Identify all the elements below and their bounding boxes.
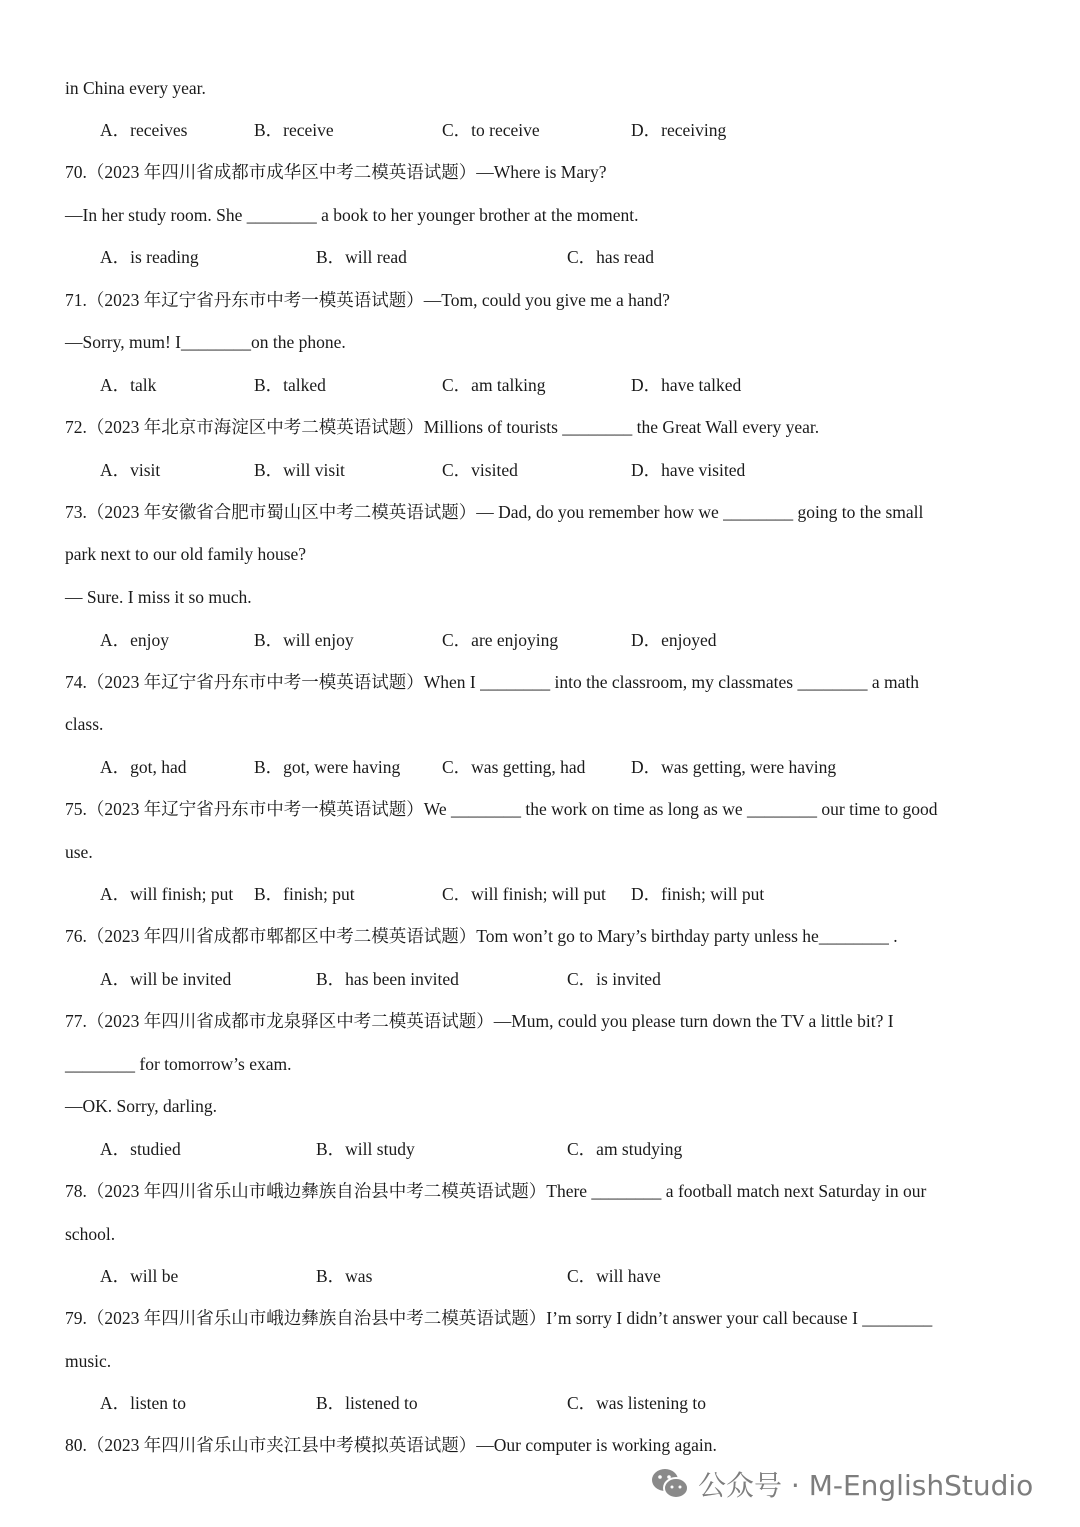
options-q73 [0,628,1080,652]
option-q70-b: B．will read [316,247,407,267]
text-line-13: use. [65,842,93,862]
options-q79 [0,1391,1080,1415]
option-q73-c: C．are enjoying [442,630,559,650]
wechat-icon [650,1466,690,1502]
option-q71-a: A．talk [100,375,157,395]
options-q71 [0,373,1080,397]
options-q70 [0,245,1080,269]
text-line-7: 73.（2023 年安徽省合肥市蜀山区中考二模英语试题）— Dad, do you remember how we ________ going to the small [65,502,924,522]
option-q69-a: A．receives [100,120,188,140]
option-q73-d: D．enjoyed [631,630,717,650]
option-q79-c: C．was listening to [567,1393,707,1413]
option-q79-a: A．listen to [100,1393,187,1413]
text-line-9: — Sure. I miss it so much. [65,587,252,607]
option-q74-c: C．was getting, had [442,757,586,777]
option-q69-d: D．receiving [631,120,727,140]
text-line-4: 71.（2023 年辽宁省丹东市中考一模英语试题）—Tom, could you give me a hand? [65,290,670,310]
text-line-3: —In her study room. She ________ a book to her younger brother at the moment. [65,205,639,225]
text-line-14: 76.（2023 年四川省成都市郫都区中考二模英语试题）Tom won’t go to Mary’s birthday party unless he________ . [65,926,898,946]
text-line-22: 80.（2023 年四川省乐山市夹江县中考模拟英语试题）—Our computer is working again. [65,1435,717,1455]
option-q72-b: B．will visit [254,460,345,480]
option-q75-c: C．will finish; will put [442,884,606,904]
option-q70-a: A．is reading [100,247,199,267]
option-q76-a: A．will be invited [100,969,232,989]
text-line-16: ________ for tomorrow’s exam. [65,1054,292,1074]
text-line-20: 79.（2023 年四川省乐山市峨边彝族自治县中考二模英语试题）I’m sorry I didn’t answer your call because I ________ [65,1308,933,1328]
option-q72-d: D．have visited [631,460,746,480]
option-q78-a: A．will be [100,1266,179,1286]
text-line-18: 78.（2023 年四川省乐山市峨边彝族自治县中考二模英语试题）There ________ a football match next Saturday in our [65,1181,927,1201]
options-q77 [0,1137,1080,1161]
text-line-5: —Sorry, mum! I________on the phone. [65,332,346,352]
option-q72-a: A．visit [100,460,161,480]
text-line-17: —OK. Sorry, darling. [65,1096,217,1116]
text-line-12: 75.（2023 年辽宁省丹东市中考一模英语试题）We ________ the work on time as long as we ________ our time to good [65,799,938,819]
text-line-8: park next to our old family house? [65,544,307,564]
text-line-21: music. [65,1351,112,1371]
option-q77-c: C．am studying [567,1139,683,1159]
option-q71-c: C．am talking [442,375,546,395]
option-q73-b: B．will enjoy [254,630,354,650]
text-line-1: in China every year. [65,78,206,98]
option-q74-d: D．was getting, were having [631,757,837,777]
options-q75 [0,882,1080,906]
option-q71-d: D．have talked [631,375,742,395]
options-q74 [0,755,1080,779]
option-q75-b: B．finish; put [254,884,355,904]
options-q72 [0,458,1080,482]
options-q76 [0,967,1080,991]
option-q73-a: A．enjoy [100,630,170,650]
text-line-6: 72.（2023 年北京市海淀区中考二模英语试题）Millions of tourists ________ the Great Wall every year. [65,417,820,437]
text-line-11: class. [65,714,104,734]
option-q71-b: B．talked [254,375,326,395]
option-q75-a: A．will finish; put [100,884,234,904]
text-line-10: 74.（2023 年辽宁省丹东市中考一模英语试题）When I ________ into the classroom, my classmates ________ a math [65,672,920,692]
option-q76-b: B．has been invited [316,969,459,989]
text-line-2: 70.（2023 年四川省成都市成华区中考二模英语试题）—Where is Mary? [65,162,607,182]
option-q69-b: B．receive [254,120,334,140]
option-q78-b: B．was [316,1266,373,1286]
watermark [650,1462,1060,1506]
option-q69-c: C．to receive [442,120,540,140]
options-q78 [0,1264,1080,1288]
option-q77-b: B．will study [316,1139,415,1159]
option-q77-a: A．studied [100,1139,181,1159]
option-q76-c: C．is invited [567,969,661,989]
option-q78-c: C．will have [567,1266,661,1286]
option-q72-c: C．visited [442,460,518,480]
option-q74-a: A．got, had [100,757,187,777]
option-q70-c: C．has read [567,247,654,267]
option-q74-b: B．got, were having [254,757,401,777]
text-line-15: 77.（2023 年四川省成都市龙泉驿区中考二模英语试题）—Mum, could you please turn down the TV a little bit? I [65,1011,894,1031]
watermark-text: 公众号 · M-EnglishStudio [698,1469,1034,1502]
option-q75-d: D．finish; will put [631,884,765,904]
text-line-19: school. [65,1224,116,1244]
option-q79-b: B．listened to [316,1393,418,1413]
options-q69 [0,118,1080,142]
